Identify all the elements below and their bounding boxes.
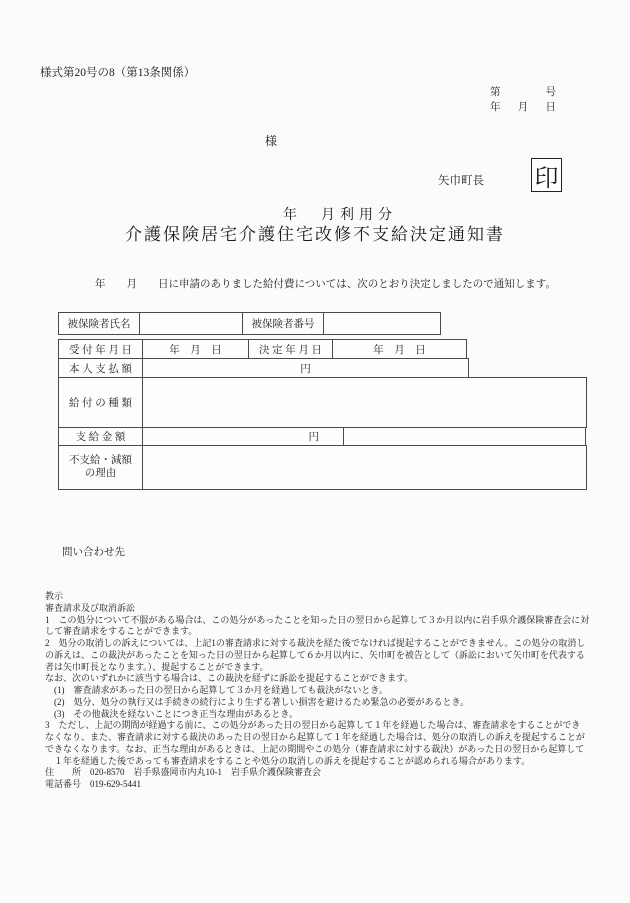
instruction-line: (3) その他裁決を経ないことにつき正当な理由があるとき。 bbox=[45, 708, 298, 719]
receipt-date-value: 年 月 日 bbox=[142, 339, 249, 359]
receipt-date-label: 受 付 年 月 日 bbox=[58, 339, 143, 359]
instruction-line: なくなり、また、審査請求に対する裁決のあった日の翌日から起算して１年を経過した場合は、処分の取消しの訴えを提起することが bbox=[45, 732, 585, 742]
usage-period-line: 年 月利用分 bbox=[283, 208, 397, 223]
insured-name-value bbox=[139, 312, 243, 335]
denial-reason-row bbox=[58, 445, 587, 490]
instruction-line: なお、次のいずれかに該当する場合は、この裁決を経ずに訴訟を提起することができます。 bbox=[45, 673, 414, 684]
denial-reason-label bbox=[58, 445, 143, 490]
doc-number-prefix: 第 bbox=[490, 87, 501, 98]
insured-name-label: 被保険者氏名 bbox=[58, 312, 140, 335]
document-title: 介護保険居宅介護住宅改修不支給決定通知書 bbox=[125, 225, 505, 244]
instruction-line: 2 処分の取消しの訴えについては、上記1の審査請求に対する裁決を経た後でなければ提起することができません。この処分の取消し bbox=[45, 638, 586, 648]
payment-amount-extra bbox=[343, 427, 586, 446]
self-payment-row bbox=[58, 358, 469, 378]
self-payment-value: 円 bbox=[142, 358, 469, 378]
date-day-label: 日 bbox=[545, 102, 556, 113]
instructions-body bbox=[45, 615, 589, 791]
date-month-label: 月 bbox=[517, 102, 529, 113]
seal-text: 印 bbox=[534, 165, 559, 192]
benefit-type-value bbox=[142, 377, 587, 428]
insured-number-value bbox=[323, 312, 441, 335]
decision-date-value: 年 月 日 bbox=[332, 339, 467, 359]
doc-number-line bbox=[490, 84, 556, 99]
issue-date-line bbox=[490, 99, 556, 114]
instruction-line: 3 ただし、上記の期間が経過する前に、この処分があった日の翌日から起算して１年を経過した場合は、審査請求をすることができ bbox=[45, 720, 581, 731]
contact-label: 問い合わせ先 bbox=[62, 547, 125, 558]
benefit-type-label: 給 付 の 種 類 bbox=[58, 377, 143, 428]
intro-text: 年 月 日に申請のありました給付費については、次のとおり決定しましたので通知します。 bbox=[95, 279, 556, 290]
issuer-title: 矢巾町長 bbox=[438, 175, 484, 187]
decision-date-label: 決 定 年 月 日 bbox=[248, 339, 333, 359]
official-seal bbox=[531, 158, 562, 192]
date-year-label: 年 bbox=[490, 102, 501, 113]
insured-table bbox=[58, 312, 441, 335]
instruction-line: 電話番号 019-629-5441 bbox=[45, 779, 141, 789]
instructions-subheading: 審査請求及び取消訴訟 bbox=[45, 602, 136, 613]
doc-number-suffix: 号 bbox=[545, 87, 556, 98]
instructions-block bbox=[45, 591, 589, 791]
payment-amount-label: 支 給 金 額 bbox=[58, 427, 143, 446]
instruction-line: 1 この処分について不服がある場合は、この処分があったことを知った日の翌日から起算して３か月以内に岩手県介護保険審査会に対 bbox=[45, 614, 590, 625]
instruction-line: １年を経過した後であっても審査請求をすることや処分の取消しの訴えを提起することが認められる場合があります。 bbox=[45, 755, 531, 766]
instruction-line: 住 所 020-8570 岩手県盛岡市内丸10-1 岩手県介護保険審査会 bbox=[45, 767, 321, 778]
denial-reason-label-line1: 不支給・減額 bbox=[69, 455, 132, 466]
payment-amount-value: 円 bbox=[142, 427, 344, 446]
instruction-line: の訴えは、この裁決があったことを知った日の翌日から起算して６か月以内に、矢巾町を被告として（訴訟において矢巾町を代表する bbox=[45, 649, 585, 660]
benefit-type-row bbox=[58, 377, 587, 428]
denial-reason-label-line2: の理由 bbox=[84, 467, 117, 479]
form-number: 様式第20号の8（第13条関係） bbox=[40, 67, 196, 79]
instruction-line: (2) 処分、処分の執行又は手続きの続行により生ずる著しい損害を避けるため緊急の必要があるとき。 bbox=[45, 696, 470, 707]
self-payment-label: 本 人 支 払 額 bbox=[58, 358, 143, 378]
insured-number-label: 被保険者番号 bbox=[242, 312, 324, 335]
instruction-line: (1) 審査請求があった日の翌日から起算して３か月を経過しても裁決がないとき。 bbox=[45, 685, 389, 695]
instruction-line: して審査請求をすることができます。 bbox=[45, 626, 198, 637]
instruction-line: 者は矢巾町長となります。）、提起することができます。 bbox=[45, 661, 269, 672]
denial-reason-value bbox=[142, 445, 587, 490]
decision-table-dates-row bbox=[58, 339, 467, 359]
payment-amount-row bbox=[58, 427, 586, 446]
instructions-heading: 教示 bbox=[45, 591, 64, 601]
instruction-line: できなくなります。なお、正当な理由があるときは、上記の期間やこの処分（審査請求に対する裁決）があった日の翌日から起算して bbox=[45, 743, 585, 754]
addressee-honorific: 様 bbox=[265, 134, 278, 148]
